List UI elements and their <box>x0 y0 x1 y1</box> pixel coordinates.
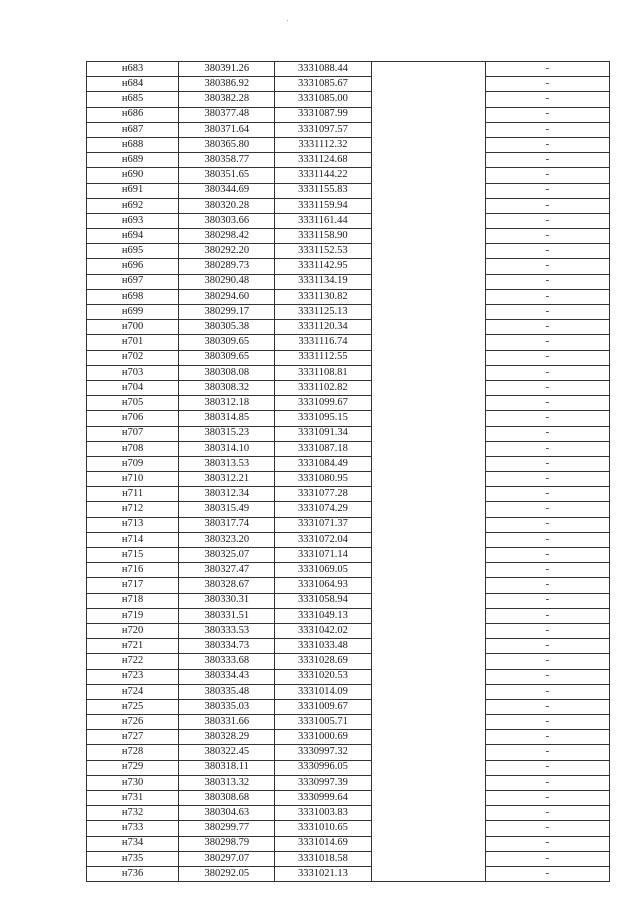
table-row <box>87 593 610 608</box>
x-coordinate-cell: 380292.05 <box>179 866 275 881</box>
y-coordinate-cell: 3330999.64 <box>275 791 371 806</box>
table-row <box>87 745 610 760</box>
point-id-cell: н700 <box>87 320 179 335</box>
table-row <box>87 168 610 183</box>
note-cell: - <box>485 183 609 198</box>
x-coordinate-cell: 380327.47 <box>179 563 275 578</box>
x-coordinate-cell: 380386.92 <box>179 77 275 92</box>
y-coordinate-cell: 3331102.82 <box>275 380 371 395</box>
x-coordinate-cell: 380331.51 <box>179 608 275 623</box>
x-coordinate-cell: 380312.34 <box>179 487 275 502</box>
x-coordinate-cell: 380309.65 <box>179 350 275 365</box>
x-coordinate-cell: 380313.53 <box>179 456 275 471</box>
y-coordinate-cell: 3331049.13 <box>275 608 371 623</box>
point-id-cell: н687 <box>87 122 179 137</box>
x-coordinate-cell: 380331.66 <box>179 715 275 730</box>
y-coordinate-cell: 3330997.39 <box>275 775 371 790</box>
point-id-cell: н734 <box>87 836 179 851</box>
point-id-cell: н726 <box>87 715 179 730</box>
table-row <box>87 578 610 593</box>
point-id-cell: н692 <box>87 198 179 213</box>
x-coordinate-cell: 380315.23 <box>179 426 275 441</box>
table-row <box>87 654 610 669</box>
y-coordinate-cell: 3331112.55 <box>275 350 371 365</box>
table-row <box>87 730 610 745</box>
y-coordinate-cell: 3331042.02 <box>275 623 371 638</box>
table-row <box>87 365 610 380</box>
x-coordinate-cell: 380298.79 <box>179 836 275 851</box>
note-cell: - <box>485 517 609 532</box>
note-cell: - <box>485 335 609 350</box>
table-row <box>87 107 610 122</box>
x-coordinate-cell: 380328.67 <box>179 578 275 593</box>
note-cell: - <box>485 411 609 426</box>
table-row <box>87 775 610 790</box>
y-coordinate-cell: 3331005.71 <box>275 715 371 730</box>
note-cell: - <box>485 563 609 578</box>
scan-speck <box>287 20 288 21</box>
point-id-cell: н710 <box>87 472 179 487</box>
table-row <box>87 213 610 228</box>
y-coordinate-cell: 3331144.22 <box>275 168 371 183</box>
table-row <box>87 396 610 411</box>
note-cell: - <box>485 502 609 517</box>
note-cell: - <box>485 548 609 563</box>
y-coordinate-cell: 3330997.32 <box>275 745 371 760</box>
y-coordinate-cell: 3331072.04 <box>275 532 371 547</box>
point-id-cell: н732 <box>87 806 179 821</box>
point-id-cell: н731 <box>87 791 179 806</box>
y-coordinate-cell: 3331071.37 <box>275 517 371 532</box>
y-coordinate-cell: 3331028.69 <box>275 654 371 669</box>
note-cell: - <box>485 791 609 806</box>
y-coordinate-cell: 3331091.34 <box>275 426 371 441</box>
y-coordinate-cell: 3331064.93 <box>275 578 371 593</box>
table-row <box>87 851 610 866</box>
point-id-cell: н727 <box>87 730 179 745</box>
point-id-cell: н703 <box>87 365 179 380</box>
note-cell: - <box>485 441 609 456</box>
point-id-cell: н723 <box>87 669 179 684</box>
note-cell: - <box>485 213 609 228</box>
x-coordinate-cell: 380330.31 <box>179 593 275 608</box>
note-cell: - <box>485 699 609 714</box>
note-cell: - <box>485 456 609 471</box>
table-row <box>87 517 610 532</box>
note-cell: - <box>485 137 609 152</box>
point-id-cell: н698 <box>87 289 179 304</box>
point-id-cell: н722 <box>87 654 179 669</box>
note-cell: - <box>485 396 609 411</box>
note-cell: - <box>485 623 609 638</box>
x-coordinate-cell: 380382.28 <box>179 92 275 107</box>
point-id-cell: н693 <box>87 213 179 228</box>
y-coordinate-cell: 3331014.09 <box>275 684 371 699</box>
note-cell: - <box>485 77 609 92</box>
table-row <box>87 289 610 304</box>
y-coordinate-cell: 3331080.95 <box>275 472 371 487</box>
note-cell: - <box>485 244 609 259</box>
y-coordinate-cell: 3331099.67 <box>275 396 371 411</box>
x-coordinate-cell: 380358.77 <box>179 153 275 168</box>
table-row <box>87 563 610 578</box>
table-row <box>87 608 610 623</box>
y-coordinate-cell: 3331161.44 <box>275 213 371 228</box>
y-coordinate-cell: 3331155.83 <box>275 183 371 198</box>
point-id-cell: н733 <box>87 821 179 836</box>
point-id-cell: н694 <box>87 229 179 244</box>
table-row <box>87 183 610 198</box>
x-coordinate-cell: 380290.48 <box>179 274 275 289</box>
point-id-cell: н715 <box>87 548 179 563</box>
x-coordinate-cell: 380299.77 <box>179 821 275 836</box>
note-cell: - <box>485 229 609 244</box>
x-coordinate-cell: 380325.07 <box>179 548 275 563</box>
note-cell: - <box>485 380 609 395</box>
note-cell: - <box>485 350 609 365</box>
point-id-cell: н689 <box>87 153 179 168</box>
table-row <box>87 335 610 350</box>
x-coordinate-cell: 380335.48 <box>179 684 275 699</box>
table-row <box>87 456 610 471</box>
y-coordinate-cell: 3331014.69 <box>275 836 371 851</box>
point-id-cell: н708 <box>87 441 179 456</box>
note-cell: - <box>485 168 609 183</box>
table-row <box>87 62 610 77</box>
point-id-cell: н714 <box>87 532 179 547</box>
point-id-cell: н716 <box>87 563 179 578</box>
y-coordinate-cell: 3331003.83 <box>275 806 371 821</box>
point-id-cell: н709 <box>87 456 179 471</box>
table-row <box>87 350 610 365</box>
note-cell: - <box>485 487 609 502</box>
x-coordinate-cell: 380334.43 <box>179 669 275 684</box>
note-cell: - <box>485 836 609 851</box>
table-row <box>87 821 610 836</box>
table-row <box>87 548 610 563</box>
y-coordinate-cell: 3331021.13 <box>275 866 371 881</box>
x-coordinate-cell: 380344.69 <box>179 183 275 198</box>
y-coordinate-cell: 3331112.32 <box>275 137 371 152</box>
table-row <box>87 715 610 730</box>
note-cell: - <box>485 639 609 654</box>
y-coordinate-cell: 3331142.95 <box>275 259 371 274</box>
y-coordinate-cell: 3331020.53 <box>275 669 371 684</box>
table-row <box>87 866 610 881</box>
table-row <box>87 411 610 426</box>
x-coordinate-cell: 380315.49 <box>179 502 275 517</box>
note-cell: - <box>485 274 609 289</box>
x-coordinate-cell: 380309.65 <box>179 335 275 350</box>
y-coordinate-cell: 3331085.00 <box>275 92 371 107</box>
note-cell: - <box>485 472 609 487</box>
point-id-cell: н686 <box>87 107 179 122</box>
x-coordinate-cell: 380333.53 <box>179 623 275 638</box>
point-id-cell: н690 <box>87 168 179 183</box>
y-coordinate-cell: 3331124.68 <box>275 153 371 168</box>
x-coordinate-cell: 380391.26 <box>179 62 275 77</box>
point-id-cell: н688 <box>87 137 179 152</box>
table-row <box>87 441 610 456</box>
table-row <box>87 153 610 168</box>
point-id-cell: н699 <box>87 305 179 320</box>
note-cell: - <box>485 532 609 547</box>
note-cell: - <box>485 107 609 122</box>
y-coordinate-cell: 3330996.05 <box>275 760 371 775</box>
table-row <box>87 320 610 335</box>
x-coordinate-cell: 380317.74 <box>179 517 275 532</box>
note-cell: - <box>485 320 609 335</box>
table-row <box>87 244 610 259</box>
point-id-cell: н701 <box>87 335 179 350</box>
y-coordinate-cell: 3331085.67 <box>275 77 371 92</box>
y-coordinate-cell: 3331069.05 <box>275 563 371 578</box>
y-coordinate-cell: 3331010.65 <box>275 821 371 836</box>
y-coordinate-cell: 3331097.57 <box>275 122 371 137</box>
table-row <box>87 836 610 851</box>
note-cell: - <box>485 92 609 107</box>
point-id-cell: н718 <box>87 593 179 608</box>
y-coordinate-cell: 3331058.94 <box>275 593 371 608</box>
y-coordinate-cell: 3331152.53 <box>275 244 371 259</box>
note-cell: - <box>485 821 609 836</box>
table-row <box>87 259 610 274</box>
note-cell: - <box>485 806 609 821</box>
point-id-cell: н704 <box>87 380 179 395</box>
y-coordinate-cell: 3331074.29 <box>275 502 371 517</box>
x-coordinate-cell: 380320.28 <box>179 198 275 213</box>
point-id-cell: н724 <box>87 684 179 699</box>
table-row <box>87 380 610 395</box>
point-id-cell: н695 <box>87 244 179 259</box>
point-id-cell: н711 <box>87 487 179 502</box>
note-cell: - <box>485 866 609 881</box>
table-row <box>87 639 610 654</box>
coordinates-table-body <box>87 62 610 882</box>
note-cell: - <box>485 426 609 441</box>
x-coordinate-cell: 380314.10 <box>179 441 275 456</box>
note-cell: - <box>485 593 609 608</box>
x-coordinate-cell: 380298.42 <box>179 229 275 244</box>
note-cell: - <box>485 305 609 320</box>
point-id-cell: н713 <box>87 517 179 532</box>
table-row <box>87 669 610 684</box>
y-coordinate-cell: 3331088.44 <box>275 62 371 77</box>
point-id-cell: н729 <box>87 760 179 775</box>
note-cell: - <box>485 851 609 866</box>
x-coordinate-cell: 380304.63 <box>179 806 275 821</box>
x-coordinate-cell: 380371.64 <box>179 122 275 137</box>
y-coordinate-cell: 3331159.94 <box>275 198 371 213</box>
table-row <box>87 274 610 289</box>
table-row <box>87 92 610 107</box>
y-coordinate-cell: 3331084.49 <box>275 456 371 471</box>
x-coordinate-cell: 380334.73 <box>179 639 275 654</box>
note-cell: - <box>485 259 609 274</box>
table-row <box>87 791 610 806</box>
table-row <box>87 532 610 547</box>
x-coordinate-cell: 380303.66 <box>179 213 275 228</box>
y-coordinate-cell: 3331077.28 <box>275 487 371 502</box>
note-cell: - <box>485 715 609 730</box>
table-row <box>87 487 610 502</box>
table-row <box>87 122 610 137</box>
x-coordinate-cell: 380377.48 <box>179 107 275 122</box>
x-coordinate-cell: 380312.21 <box>179 472 275 487</box>
point-id-cell: н736 <box>87 866 179 881</box>
x-coordinate-cell: 380308.32 <box>179 380 275 395</box>
x-coordinate-cell: 380292.20 <box>179 244 275 259</box>
note-cell: - <box>485 745 609 760</box>
x-coordinate-cell: 380328.29 <box>179 730 275 745</box>
point-id-cell: н735 <box>87 851 179 866</box>
x-coordinate-cell: 380333.68 <box>179 654 275 669</box>
point-id-cell: н685 <box>87 92 179 107</box>
coordinates-table <box>86 61 610 882</box>
note-cell: - <box>485 684 609 699</box>
x-coordinate-cell: 380351.65 <box>179 168 275 183</box>
table-row <box>87 77 610 92</box>
table-row <box>87 198 610 213</box>
table-row <box>87 229 610 244</box>
y-coordinate-cell: 3331018.58 <box>275 851 371 866</box>
note-cell: - <box>485 669 609 684</box>
point-id-cell: н706 <box>87 411 179 426</box>
x-coordinate-cell: 380365.80 <box>179 137 275 152</box>
y-coordinate-cell: 3331120.34 <box>275 320 371 335</box>
y-coordinate-cell: 3331000.69 <box>275 730 371 745</box>
table-row <box>87 760 610 775</box>
y-coordinate-cell: 3331033.48 <box>275 639 371 654</box>
table-row <box>87 806 610 821</box>
point-id-cell: н720 <box>87 623 179 638</box>
point-id-cell: н707 <box>87 426 179 441</box>
note-cell: - <box>485 289 609 304</box>
table-row <box>87 623 610 638</box>
y-coordinate-cell: 3331116.74 <box>275 335 371 350</box>
point-id-cell: н705 <box>87 396 179 411</box>
point-id-cell: н691 <box>87 183 179 198</box>
x-coordinate-cell: 380297.07 <box>179 851 275 866</box>
note-cell: - <box>485 608 609 623</box>
table-row <box>87 137 610 152</box>
x-coordinate-cell: 380308.68 <box>179 791 275 806</box>
point-id-cell: н728 <box>87 745 179 760</box>
table-row <box>87 472 610 487</box>
point-id-cell: н730 <box>87 775 179 790</box>
empty-merged-cell <box>371 62 485 882</box>
x-coordinate-cell: 380318.11 <box>179 760 275 775</box>
x-coordinate-cell: 380335.03 <box>179 699 275 714</box>
y-coordinate-cell: 3331108.81 <box>275 365 371 380</box>
point-id-cell: н702 <box>87 350 179 365</box>
note-cell: - <box>485 775 609 790</box>
point-id-cell: н697 <box>87 274 179 289</box>
note-cell: - <box>485 153 609 168</box>
x-coordinate-cell: 380308.08 <box>179 365 275 380</box>
point-id-cell: н696 <box>87 259 179 274</box>
point-id-cell: н683 <box>87 62 179 77</box>
y-coordinate-cell: 3331134.19 <box>275 274 371 289</box>
y-coordinate-cell: 3331087.99 <box>275 107 371 122</box>
note-cell: - <box>485 122 609 137</box>
y-coordinate-cell: 3331087.18 <box>275 441 371 456</box>
table-row <box>87 502 610 517</box>
y-coordinate-cell: 3331125.13 <box>275 305 371 320</box>
note-cell: - <box>485 198 609 213</box>
note-cell: - <box>485 365 609 380</box>
x-coordinate-cell: 380305.38 <box>179 320 275 335</box>
y-coordinate-cell: 3331071.14 <box>275 548 371 563</box>
point-id-cell: н719 <box>87 608 179 623</box>
table-row <box>87 699 610 714</box>
table-row <box>87 305 610 320</box>
x-coordinate-cell: 380313.32 <box>179 775 275 790</box>
note-cell: - <box>485 760 609 775</box>
y-coordinate-cell: 3331009.67 <box>275 699 371 714</box>
x-coordinate-cell: 380299.17 <box>179 305 275 320</box>
x-coordinate-cell: 380322.45 <box>179 745 275 760</box>
note-cell: - <box>485 730 609 745</box>
point-id-cell: н721 <box>87 639 179 654</box>
y-coordinate-cell: 3331130.82 <box>275 289 371 304</box>
x-coordinate-cell: 380294.60 <box>179 289 275 304</box>
x-coordinate-cell: 380323.20 <box>179 532 275 547</box>
point-id-cell: н725 <box>87 699 179 714</box>
note-cell: - <box>485 62 609 77</box>
table-row <box>87 426 610 441</box>
x-coordinate-cell: 380312.18 <box>179 396 275 411</box>
point-id-cell: н684 <box>87 77 179 92</box>
x-coordinate-cell: 380314.85 <box>179 411 275 426</box>
note-cell: - <box>485 654 609 669</box>
y-coordinate-cell: 3331158.90 <box>275 229 371 244</box>
point-id-cell: н717 <box>87 578 179 593</box>
y-coordinate-cell: 3331095.15 <box>275 411 371 426</box>
x-coordinate-cell: 380289.73 <box>179 259 275 274</box>
table-row <box>87 684 610 699</box>
note-cell: - <box>485 578 609 593</box>
point-id-cell: н712 <box>87 502 179 517</box>
